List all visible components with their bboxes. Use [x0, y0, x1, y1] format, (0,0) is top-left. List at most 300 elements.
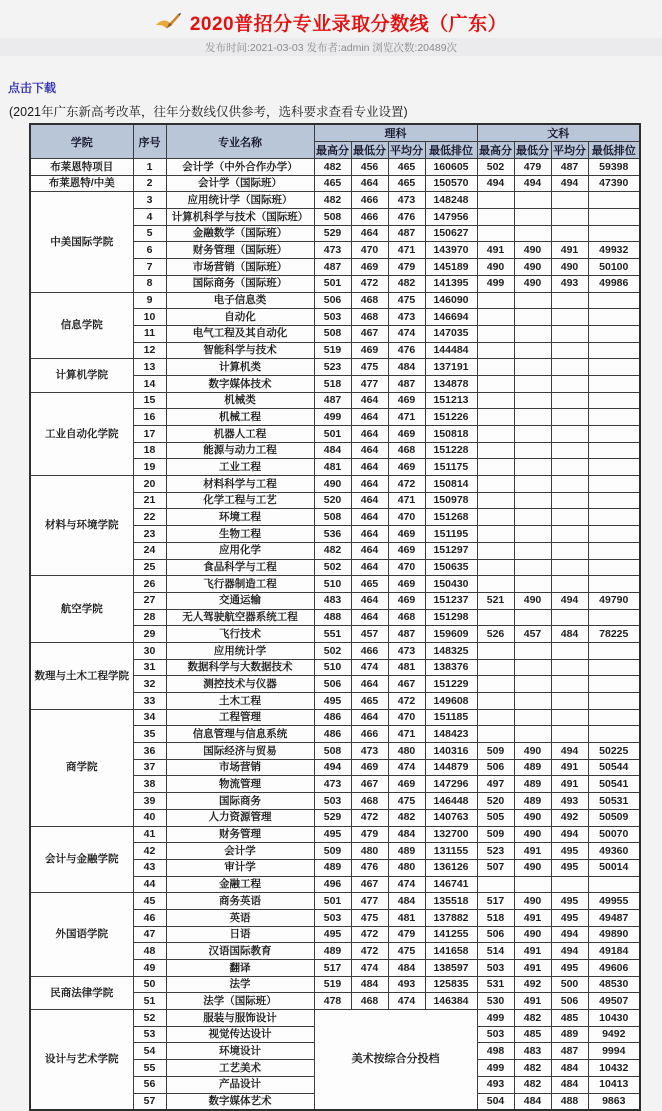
- arts-score-cell: 50531: [588, 793, 640, 810]
- science-score-cell: 476: [351, 859, 388, 876]
- arts-score-cell: [514, 676, 551, 693]
- science-score-cell: 467: [351, 325, 388, 342]
- index-cell: 40: [133, 809, 166, 826]
- major-cell: 汉语国际教育: [166, 943, 314, 960]
- major-cell: 数据科学与大数据技术: [166, 659, 314, 676]
- arts-score-cell: 78225: [588, 626, 640, 643]
- college-cell: 计算机学院: [30, 359, 133, 392]
- science-score-cell: 482: [314, 159, 351, 176]
- arts-score-cell: 48530: [588, 976, 640, 993]
- science-score-cell: 468: [388, 442, 425, 459]
- major-cell: 国际经济与贸易: [166, 743, 314, 760]
- science-score-cell: 143970: [425, 242, 477, 259]
- major-cell: 金融数学（国际班）: [166, 225, 314, 242]
- col-header-index: 序号: [133, 124, 166, 159]
- arts-score-cell: [477, 526, 514, 543]
- index-cell: 2: [133, 175, 166, 192]
- science-score-cell: 502: [314, 642, 351, 659]
- index-cell: 37: [133, 759, 166, 776]
- arts-score-cell: [588, 709, 640, 726]
- science-score-cell: 480: [351, 843, 388, 860]
- table-row: [30, 359, 640, 376]
- arts-score-cell: [477, 509, 514, 526]
- arts-score-cell: [551, 526, 588, 543]
- science-score-cell: 478: [314, 993, 351, 1010]
- index-cell: 19: [133, 459, 166, 476]
- table-row: [30, 826, 640, 843]
- science-score-cell: 490: [314, 476, 351, 493]
- arts-score-cell: [477, 342, 514, 359]
- arts-score-cell: 509: [477, 826, 514, 843]
- science-score-cell: 489: [314, 859, 351, 876]
- science-score-cell: 150818: [425, 426, 477, 443]
- arts-score-cell: [551, 576, 588, 593]
- major-cell: 智能科学与技术: [166, 342, 314, 359]
- page-title: 2020普招分专业录取分数线（广东）: [189, 13, 508, 35]
- science-score-cell: 474: [351, 659, 388, 676]
- science-score-cell: 137882: [425, 909, 477, 926]
- index-cell: 6: [133, 242, 166, 259]
- table-row: [30, 576, 640, 593]
- arts-score-cell: 59398: [588, 159, 640, 176]
- index-cell: 32: [133, 676, 166, 693]
- arts-score-cell: 495: [551, 909, 588, 926]
- major-cell: 翻译: [166, 960, 314, 977]
- science-score-cell: 160605: [425, 159, 477, 176]
- arts-score-cell: [588, 676, 640, 693]
- arts-score-cell: 495: [551, 960, 588, 977]
- science-score-cell: 476: [388, 342, 425, 359]
- arts-score-cell: 490: [514, 859, 551, 876]
- arts-score-cell: 484: [551, 626, 588, 643]
- arts-score-cell: [588, 509, 640, 526]
- index-cell: 55: [133, 1060, 166, 1077]
- arts-score-cell: [588, 209, 640, 226]
- science-score-cell: 146741: [425, 876, 477, 893]
- science-score-cell: 147296: [425, 776, 477, 793]
- science-score-cell: 486: [314, 726, 351, 743]
- arts-score-cell: 493: [551, 275, 588, 292]
- arts-score-cell: 518: [477, 909, 514, 926]
- arts-score-cell: [588, 225, 640, 242]
- science-score-cell: 503: [314, 909, 351, 926]
- col-header-major: 专业名称: [166, 124, 314, 159]
- science-score-cell: 468: [351, 793, 388, 810]
- science-score-cell: 479: [388, 259, 425, 276]
- science-score-cell: 475: [351, 909, 388, 926]
- arts-score-cell: [551, 459, 588, 476]
- index-cell: 7: [133, 259, 166, 276]
- science-score-cell: 480: [388, 743, 425, 760]
- science-score-cell: 146694: [425, 309, 477, 326]
- arts-score-cell: 506: [477, 926, 514, 943]
- major-cell: 计算机科学与技术（国际班）: [166, 209, 314, 226]
- index-cell: 17: [133, 426, 166, 443]
- arts-score-cell: 521: [477, 592, 514, 609]
- science-score-cell: 464: [351, 442, 388, 459]
- index-cell: 9: [133, 292, 166, 309]
- arts-score-cell: 492: [514, 976, 551, 993]
- major-cell: 人力资源管理: [166, 809, 314, 826]
- arts-score-cell: [588, 426, 640, 443]
- science-score-cell: 464: [351, 175, 388, 192]
- index-cell: 3: [133, 192, 166, 209]
- index-cell: 36: [133, 743, 166, 760]
- science-score-cell: 132700: [425, 826, 477, 843]
- arts-score-cell: 482: [514, 1076, 551, 1093]
- arts-score-cell: 49932: [588, 242, 640, 259]
- arts-score-cell: [514, 426, 551, 443]
- index-cell: 26: [133, 576, 166, 593]
- science-score-cell: 464: [351, 609, 388, 626]
- major-cell: 计算机类: [166, 359, 314, 376]
- index-cell: 53: [133, 1026, 166, 1043]
- arts-score-cell: [514, 509, 551, 526]
- major-cell: 飞行器制造工程: [166, 576, 314, 593]
- major-cell: 财务管理: [166, 826, 314, 843]
- science-score-cell: 151229: [425, 676, 477, 693]
- science-score-cell: 466: [351, 209, 388, 226]
- science-score-cell: 151268: [425, 509, 477, 526]
- science-score-cell: 144484: [425, 342, 477, 359]
- science-score-cell: 141255: [425, 926, 477, 943]
- arts-score-cell: 487: [551, 1043, 588, 1060]
- science-score-cell: 464: [351, 476, 388, 493]
- major-cell: 应用化学: [166, 542, 314, 559]
- arts-score-cell: [514, 225, 551, 242]
- arts-score-cell: [477, 492, 514, 509]
- science-score-cell: 147035: [425, 325, 477, 342]
- index-cell: 28: [133, 609, 166, 626]
- science-score-cell: 464: [351, 409, 388, 426]
- major-cell: 工艺美术: [166, 1060, 314, 1077]
- arts-score-cell: [551, 342, 588, 359]
- col-header-science: 理科: [314, 124, 477, 142]
- college-cell: 民商法律学院: [30, 976, 133, 1009]
- science-score-cell: 136126: [425, 859, 477, 876]
- arts-score-cell: [551, 726, 588, 743]
- science-score-cell: 495: [314, 926, 351, 943]
- arts-score-cell: 10413: [588, 1076, 640, 1093]
- science-score-cell: 150978: [425, 492, 477, 509]
- arts-score-cell: [588, 309, 640, 326]
- arts-score-cell: 9492: [588, 1026, 640, 1043]
- col-header-arts: 文科: [477, 124, 640, 142]
- arts-score-cell: 489: [514, 793, 551, 810]
- arts-score-cell: [551, 876, 588, 893]
- major-cell: 金融工程: [166, 876, 314, 893]
- science-score-cell: 484: [388, 893, 425, 910]
- science-score-cell: 474: [388, 759, 425, 776]
- science-score-cell: 140316: [425, 743, 477, 760]
- major-cell: 信息管理与信息系统: [166, 726, 314, 743]
- arts-score-cell: [477, 693, 514, 710]
- science-score-cell: 466: [351, 642, 388, 659]
- arts-score-cell: 49360: [588, 843, 640, 860]
- science-score-cell: 470: [388, 559, 425, 576]
- index-cell: 21: [133, 492, 166, 509]
- table-row: [30, 709, 640, 726]
- science-score-cell: 536: [314, 526, 351, 543]
- science-score-cell: 473: [388, 192, 425, 209]
- arts-score-cell: 490: [514, 592, 551, 609]
- science-score-cell: 508: [314, 743, 351, 760]
- arts-score-cell: 495: [551, 859, 588, 876]
- index-cell: 41: [133, 826, 166, 843]
- science-score-cell: 146090: [425, 292, 477, 309]
- arts-score-cell: 517: [477, 893, 514, 910]
- arts-score-cell: [514, 559, 551, 576]
- arts-score-cell: 49790: [588, 592, 640, 609]
- index-cell: 39: [133, 793, 166, 810]
- science-score-cell: 482: [388, 809, 425, 826]
- col-header-sci-avg: 平均分: [388, 142, 425, 159]
- major-cell: 环境设计: [166, 1043, 314, 1060]
- science-score-cell: 137191: [425, 359, 477, 376]
- arts-score-cell: 484: [551, 1076, 588, 1093]
- science-score-cell: 473: [388, 642, 425, 659]
- science-score-cell: 471: [388, 409, 425, 426]
- science-score-cell: 501: [314, 426, 351, 443]
- science-score-cell: 469: [351, 259, 388, 276]
- arts-score-cell: [588, 325, 640, 342]
- index-cell: 29: [133, 626, 166, 643]
- arts-score-cell: [551, 709, 588, 726]
- science-score-cell: 469: [351, 342, 388, 359]
- science-score-cell: 503: [314, 793, 351, 810]
- arts-score-cell: [551, 292, 588, 309]
- index-cell: 10: [133, 309, 166, 326]
- arts-score-cell: 483: [514, 1043, 551, 1060]
- science-score-cell: 474: [388, 876, 425, 893]
- science-score-cell: 125835: [425, 976, 477, 993]
- college-cell: 材料与环境学院: [30, 476, 133, 576]
- arts-score-cell: [514, 459, 551, 476]
- arts-score-cell: 491: [551, 242, 588, 259]
- index-cell: 18: [133, 442, 166, 459]
- pen-swoosh-icon: [155, 12, 182, 33]
- science-score-cell: 482: [314, 542, 351, 559]
- major-cell: 机械工程: [166, 409, 314, 426]
- arts-score-cell: [514, 325, 551, 342]
- major-cell: 食品科学与工程: [166, 559, 314, 576]
- col-header-arts-avg: 平均分: [551, 142, 588, 159]
- arts-score-cell: [514, 342, 551, 359]
- science-score-cell: 474: [388, 993, 425, 1010]
- science-score-cell: 457: [351, 626, 388, 643]
- science-score-cell: 479: [388, 926, 425, 943]
- arts-score-cell: [477, 542, 514, 559]
- arts-score-cell: [588, 492, 640, 509]
- major-cell: 无人驾驶航空器系统工程: [166, 609, 314, 626]
- index-cell: 27: [133, 592, 166, 609]
- arts-score-cell: [514, 659, 551, 676]
- science-score-cell: 141658: [425, 943, 477, 960]
- arts-score-cell: [588, 642, 640, 659]
- arts-score-cell: 495: [551, 843, 588, 860]
- col-header-arts-min: 最低分: [514, 142, 551, 159]
- science-score-cell: 468: [351, 993, 388, 1010]
- index-cell: 13: [133, 359, 166, 376]
- science-score-cell: 486: [314, 709, 351, 726]
- science-score-cell: 150635: [425, 559, 477, 576]
- science-score-cell: 148325: [425, 642, 477, 659]
- arts-score-cell: 494: [551, 943, 588, 960]
- science-score-cell: 508: [314, 325, 351, 342]
- college-cell: 会计与金融学院: [30, 826, 133, 893]
- index-cell: 22: [133, 509, 166, 526]
- science-score-cell: 474: [351, 960, 388, 977]
- arts-score-cell: [514, 442, 551, 459]
- arts-score-cell: [588, 526, 640, 543]
- major-cell: 视觉传达设计: [166, 1026, 314, 1043]
- science-score-cell: 489: [388, 843, 425, 860]
- arts-score-cell: [477, 442, 514, 459]
- arts-score-cell: [477, 876, 514, 893]
- science-score-cell: 493: [388, 976, 425, 993]
- table-row: [30, 159, 640, 176]
- science-score-cell: 477: [351, 893, 388, 910]
- index-cell: 44: [133, 876, 166, 893]
- arts-score-cell: 499: [477, 1010, 514, 1027]
- arts-score-cell: [551, 476, 588, 493]
- download-link[interactable]: 点击下载: [8, 81, 57, 95]
- science-score-cell: 146448: [425, 793, 477, 810]
- science-score-cell: 487: [314, 392, 351, 409]
- arts-score-cell: 493: [551, 793, 588, 810]
- arts-score-cell: 503: [477, 1026, 514, 1043]
- science-score-cell: 551: [314, 626, 351, 643]
- arts-score-cell: [551, 693, 588, 710]
- arts-score-cell: 47390: [588, 175, 640, 192]
- arts-score-cell: 50509: [588, 809, 640, 826]
- arts-score-cell: 498: [477, 1043, 514, 1060]
- arts-score-cell: 494: [551, 926, 588, 943]
- science-score-cell: 487: [388, 375, 425, 392]
- arts-score-cell: 506: [477, 759, 514, 776]
- arts-score-cell: [477, 426, 514, 443]
- science-score-cell: 469: [388, 392, 425, 409]
- arts-score-cell: 494: [551, 826, 588, 843]
- science-score-cell: 464: [351, 459, 388, 476]
- arts-score-cell: [588, 292, 640, 309]
- college-cell: 信息学院: [30, 292, 133, 359]
- index-cell: 45: [133, 893, 166, 910]
- arts-score-cell: [477, 659, 514, 676]
- science-score-cell: 506: [314, 676, 351, 693]
- major-cell: 土木工程: [166, 693, 314, 710]
- science-score-cell: 495: [314, 826, 351, 843]
- table-body: [30, 159, 640, 1111]
- science-score-cell: 470: [388, 509, 425, 526]
- arts-score-cell: 10432: [588, 1060, 640, 1077]
- science-score-cell: 484: [314, 442, 351, 459]
- arts-score-cell: 507: [477, 859, 514, 876]
- college-cell: 工业自动化学院: [30, 392, 133, 475]
- science-score-cell: 508: [314, 509, 351, 526]
- arts-score-cell: 530: [477, 993, 514, 1010]
- table-header: [30, 124, 640, 159]
- science-score-cell: 472: [388, 476, 425, 493]
- science-score-cell: 483: [314, 592, 351, 609]
- index-cell: 8: [133, 275, 166, 292]
- science-score-cell: 518: [314, 375, 351, 392]
- col-header-sci-max: 最高分: [314, 142, 351, 159]
- arts-score-cell: 494: [551, 743, 588, 760]
- arts-score-cell: 484: [551, 1060, 588, 1077]
- science-score-cell: 144879: [425, 759, 477, 776]
- arts-score-cell: 491: [514, 993, 551, 1010]
- science-score-cell: 464: [351, 225, 388, 242]
- arts-score-cell: 491: [551, 759, 588, 776]
- arts-score-cell: 502: [477, 159, 514, 176]
- science-score-cell: 466: [351, 192, 388, 209]
- arts-score-cell: 50544: [588, 759, 640, 776]
- arts-score-cell: [477, 375, 514, 392]
- major-cell: 日语: [166, 926, 314, 943]
- science-score-cell: 151195: [425, 526, 477, 543]
- arts-score-cell: [551, 325, 588, 342]
- arts-score-cell: 485: [514, 1026, 551, 1043]
- arts-score-cell: 526: [477, 626, 514, 643]
- index-cell: 25: [133, 559, 166, 576]
- arts-score-cell: [514, 609, 551, 626]
- arts-score-cell: 50014: [588, 859, 640, 876]
- arts-score-cell: [477, 192, 514, 209]
- arts-score-cell: [514, 642, 551, 659]
- arts-score-cell: 49487: [588, 909, 640, 926]
- arts-score-cell: [514, 726, 551, 743]
- arts-score-cell: 49986: [588, 275, 640, 292]
- arts-score-cell: [551, 559, 588, 576]
- index-cell: 49: [133, 960, 166, 977]
- science-score-cell: 146384: [425, 993, 477, 1010]
- science-score-cell: 464: [351, 676, 388, 693]
- science-score-cell: 134878: [425, 375, 477, 392]
- arts-score-cell: 9863: [588, 1093, 640, 1110]
- science-score-cell: 464: [351, 559, 388, 576]
- science-score-cell: 470: [351, 242, 388, 259]
- science-score-cell: 472: [351, 275, 388, 292]
- arts-score-cell: [588, 876, 640, 893]
- page-header: [0, 0, 662, 35]
- science-score-cell: 464: [351, 709, 388, 726]
- arts-score-cell: 491: [551, 776, 588, 793]
- science-score-cell: 471: [388, 726, 425, 743]
- science-score-cell: 529: [314, 809, 351, 826]
- arts-score-cell: [551, 375, 588, 392]
- arts-score-cell: [551, 659, 588, 676]
- arts-score-cell: [514, 693, 551, 710]
- arts-score-cell: 490: [514, 926, 551, 943]
- science-score-cell: 469: [388, 459, 425, 476]
- arts-score-cell: [477, 292, 514, 309]
- arts-score-cell: [477, 559, 514, 576]
- arts-score-cell: 49890: [588, 926, 640, 943]
- science-score-cell: 468: [351, 292, 388, 309]
- major-cell: 工业工程: [166, 459, 314, 476]
- science-score-cell: 506: [314, 292, 351, 309]
- arts-score-cell: [514, 709, 551, 726]
- major-cell: 机器人工程: [166, 426, 314, 443]
- college-cell: 商学院: [30, 709, 133, 826]
- science-score-cell: 479: [351, 826, 388, 843]
- arts-score-cell: 505: [477, 809, 514, 826]
- arts-score-cell: [588, 542, 640, 559]
- science-score-cell: 151226: [425, 409, 477, 426]
- index-cell: 47: [133, 926, 166, 943]
- major-cell: 自动化: [166, 309, 314, 326]
